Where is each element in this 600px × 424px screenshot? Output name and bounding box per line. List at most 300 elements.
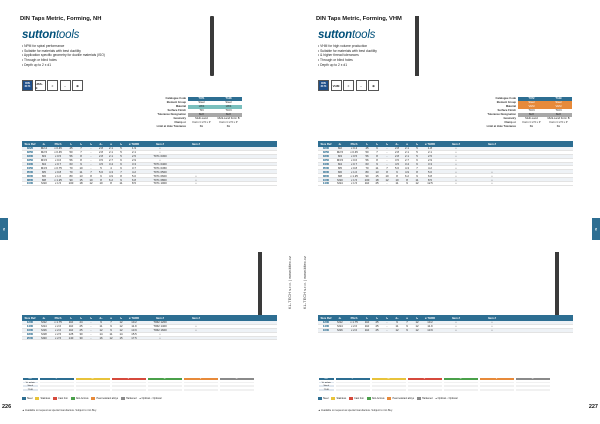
table-cell: 9 [406, 181, 408, 186]
matrix-cell [75, 388, 111, 392]
table-cell: 1200 [322, 320, 330, 325]
matrix-row-label: T148 [22, 388, 39, 392]
size-table-1 [22, 141, 277, 186]
spec-label: Surface Finish [167, 108, 186, 112]
table-cell: 12 [415, 181, 419, 186]
table-cell: • [455, 165, 457, 170]
legend-swatch [331, 397, 335, 400]
logo-bold: sutton [318, 29, 352, 41]
table-cell: 4.2 [428, 165, 432, 170]
table-cell: M18 [41, 332, 47, 337]
feature-item: • & higher thread tolerances [318, 53, 438, 58]
spec-value: Steel [518, 101, 545, 105]
table-cell: 4.3 [109, 169, 113, 174]
table-cell: 1000 [26, 181, 34, 186]
feature-item: • Depth up to 2 x d1 [22, 63, 142, 68]
table-header-cell: ø THRD [424, 142, 436, 146]
table-cell: 3.4 [405, 162, 409, 167]
table-cell: • [159, 158, 161, 163]
spec-code: T149 [545, 97, 572, 101]
table-cell: 15 [79, 177, 83, 182]
spec-value: VHM [518, 105, 545, 109]
table-header-cell: d₂ [395, 142, 399, 146]
table-cell: 50 [365, 150, 369, 155]
table-cell: 1400 [322, 324, 330, 329]
table-cell: • [455, 177, 457, 182]
table-cell: • [491, 169, 493, 174]
table-cell: • [159, 332, 161, 337]
table-header-cell: l₂ [375, 316, 379, 320]
table-cell: 70 [69, 165, 73, 170]
table-cell: 12 [99, 328, 103, 333]
table-cell: 12 [89, 181, 93, 186]
table-cell: 8.5 [428, 177, 432, 182]
table-cell: • [455, 158, 457, 163]
table-cell: x 0.45 [54, 146, 62, 151]
spec-value: Steel [225, 100, 232, 104]
legend-label: Heat resistant alloys [96, 397, 119, 401]
legend-label: Stainless [40, 397, 51, 401]
table-cell: 1200 [26, 320, 34, 325]
table-cell: 5 [100, 165, 102, 170]
legend-item [417, 397, 433, 400]
feature-item: • NPM for spiral performance [22, 44, 142, 49]
table-cell: 8 [110, 181, 112, 186]
legend-item [387, 397, 414, 400]
table-header-cell: Item # [451, 142, 461, 146]
table-cell: 17.5 [131, 336, 137, 341]
table-cell: x 1.5 [350, 181, 358, 186]
legend-item [53, 397, 68, 400]
table-cell: x 2.5 [54, 332, 62, 337]
table-cell: T071 1000 [153, 181, 167, 186]
table-cell: 13 [79, 173, 83, 178]
table-cell: 11 [109, 332, 113, 337]
table-cell: 0600 [322, 169, 330, 174]
table-cell: 2.1 [405, 154, 409, 159]
table-cell: M6 [42, 173, 46, 178]
table-header-cell: Item # [487, 142, 497, 146]
spec-value: HSS [215, 105, 242, 109]
legend-swatch [387, 397, 391, 400]
table-cell: 15 [119, 336, 123, 341]
table-cell: 11 [415, 177, 419, 182]
din-standard-icon: DIN 2174 [318, 80, 329, 91]
material-icon: VHM [331, 80, 342, 91]
table-cell: 9 [406, 328, 408, 333]
table-cell: - [90, 320, 92, 325]
table-cell: 12 [119, 328, 123, 333]
table-header-cell: d₂ [99, 316, 103, 320]
matrix-cell [335, 388, 371, 392]
matrix-row-label: T148 [318, 388, 335, 392]
table-cell: 4.9 [405, 169, 409, 174]
table-header-cell: d₁ [42, 142, 46, 146]
table-cell: 90 [365, 173, 369, 178]
table-cell: 2.8 [395, 146, 399, 151]
table-cell: 18 [79, 181, 83, 186]
table-cell: 125 [68, 332, 74, 337]
table-cell: 5 [416, 146, 418, 151]
feature-item: • Through or blind holes [318, 58, 438, 63]
table-header-cell: Pitch [54, 316, 62, 320]
table-cell: 6 [120, 158, 122, 163]
table-cell: M3.5 [336, 158, 344, 163]
section-tab[interactable]: M [0, 218, 8, 240]
legend-item [71, 397, 89, 400]
table-header-cell: Item # [191, 316, 201, 320]
table-cell: 11 [395, 181, 399, 186]
table-cell: 7 [386, 165, 388, 170]
matrix-header-cell: N [443, 377, 479, 381]
distributor-text: KL-TECH s.r.o. | www.kltec.cz [287, 256, 292, 310]
thread-form-icon: ≈ [343, 80, 354, 91]
din-standard-icon: DIN 2174 [22, 80, 33, 91]
coolant-icon: ⊕ [368, 80, 379, 91]
table-cell: x 2.0 [54, 324, 62, 329]
table-cell: M14 [337, 324, 343, 329]
spec-label: Limit at Hole Tolerance [486, 124, 516, 128]
legend-item [349, 397, 364, 400]
table-cell: T062 1600 [153, 328, 167, 333]
spec-value: Steel [545, 101, 572, 105]
table-cell: 10.2 [427, 320, 433, 325]
table-cell: 2.8 [99, 146, 103, 151]
table-cell: x 1.25 [54, 177, 62, 182]
matrix-cell [147, 388, 183, 392]
legend-label: Steel [27, 397, 33, 401]
distributor-text: KL-TECH s.r.o. | www.kltec.cz [302, 256, 307, 310]
table-cell: 110 [364, 320, 370, 325]
table-cell: - [90, 150, 92, 155]
table-header-cell: Size Ref [24, 316, 36, 320]
flute-icon: ~ [60, 80, 71, 91]
matrix-header-cell: K [407, 377, 443, 381]
table-cell: 13.9 [427, 328, 433, 333]
spec-label: Limit at Hole Tolerance [156, 124, 186, 128]
table-cell: M5 [42, 169, 46, 174]
spec-value: Form C 2.5 x P [522, 120, 541, 124]
table-cell: T062 1200 [153, 320, 167, 325]
legend-swatch [35, 397, 39, 400]
spec-label: Element Group [166, 100, 186, 104]
feature-list [318, 44, 438, 68]
matrix-header-cell: H [219, 377, 255, 381]
table-cell: x 1.75 [350, 320, 358, 325]
matrix-row [318, 388, 551, 392]
coolant-icon: ⊕ [72, 80, 83, 91]
table-cell: 110 [364, 324, 370, 329]
table-cell: • [195, 181, 197, 186]
table-cell: - [386, 154, 388, 159]
table-cell: x 2.0 [350, 328, 358, 333]
spec-value: 6HX [518, 113, 545, 117]
legend-item [22, 397, 32, 400]
page-number: 227 [588, 404, 598, 410]
table-cell: M14 [337, 181, 343, 186]
table-cell: M4.5 [40, 165, 48, 170]
legend-swatch [349, 397, 353, 400]
matrix-cell [515, 388, 551, 392]
table-cell: T071 0600 [153, 173, 167, 178]
table-cell: 9 [110, 324, 112, 329]
table-cell: • [159, 336, 161, 341]
table-cell: 3.3 [132, 162, 136, 167]
table-cell: 5 [416, 150, 418, 155]
feature-item: • Depth up to 2 x d1 [318, 63, 438, 68]
table-cell: 90 [69, 177, 73, 182]
table-cell: M2.5 [40, 150, 48, 155]
matrix-cell [479, 388, 515, 392]
table-cell: 6.8 [132, 177, 136, 182]
matrix-cell [443, 388, 479, 392]
table-cell: • [455, 328, 457, 333]
table-header-cell: Size Ref [24, 142, 36, 146]
table-cell: 56 [69, 154, 73, 159]
table-header-cell: l₁ [366, 142, 368, 146]
table-cell: 0400 [322, 162, 330, 167]
spec-block [156, 97, 242, 129]
spec-label: Surface Finish [497, 108, 516, 112]
table-cell: - [386, 150, 388, 155]
table-cell: M2.5 [336, 150, 344, 155]
matrix-row-label: Stock [318, 384, 335, 388]
table-header-cell: l₂ [79, 142, 83, 146]
table-cell: - [386, 181, 388, 186]
matrix-header-cell: M [75, 377, 111, 381]
spec-value: Form C 2.5 x P [219, 120, 238, 124]
legend-label: Cast Iron [354, 397, 364, 401]
feature-item: • Through or blind holes [22, 58, 142, 63]
spec-code: T071 [188, 97, 215, 101]
table-cell: 6 [416, 158, 418, 163]
legend-swatch [71, 397, 75, 400]
feature-item: • VHM for high volume production [318, 44, 438, 49]
table-header-cell: l₃ [89, 142, 93, 146]
legend-suffix: ● Optimal ○ Optional [435, 397, 458, 401]
table-cell: 12 [109, 336, 113, 341]
table-cell: M16 [41, 328, 47, 333]
table-cell: 0600 [26, 173, 34, 178]
table-cell: • [455, 146, 457, 151]
table-cell: 8 [406, 177, 408, 182]
table-cell: 7 [90, 169, 92, 174]
tap-image-bottom [555, 252, 559, 320]
table-cell: 9 [100, 320, 102, 325]
table-cell: 11 [119, 181, 123, 186]
legend-swatch [318, 397, 322, 400]
table-cell: 0300 [26, 154, 34, 159]
table-cell: 2.1 [428, 150, 432, 155]
table-cell: 4 [110, 165, 112, 170]
table-cell: 3.4 [109, 162, 113, 167]
table-cell: 2.1 [132, 150, 136, 155]
table-cell: 2.1 [109, 154, 113, 159]
table-header-cell: d₂ [99, 142, 103, 146]
table-cell: 9 [80, 162, 82, 167]
legend-label: Cast Iron [58, 397, 68, 401]
table-cell: 8 [396, 173, 398, 178]
section-tab[interactable]: M [592, 218, 600, 240]
table-header-cell: Pitch [350, 316, 358, 320]
table-header-cell: Item # [191, 142, 201, 146]
table-cell: 6 [120, 162, 122, 167]
table-cell: 100 [364, 177, 370, 182]
table-cell: 2000 [26, 336, 34, 341]
table-body [22, 321, 277, 340]
table-header-cell: Size Ref [320, 316, 332, 320]
logo-rest: tools [351, 29, 376, 41]
table-cell: 1400 [322, 181, 330, 186]
table-cell: 110 [364, 328, 370, 333]
table-cell: - [386, 146, 388, 151]
table-cell: 12.5 [427, 181, 433, 186]
table-cell: 45 [69, 146, 73, 151]
table-cell: M20 [41, 336, 47, 341]
table-cell: 30 [79, 332, 83, 337]
feature-item: • Application specific geometry for ductile materials (ISO) [22, 53, 142, 58]
table-cell: 0400 [26, 162, 34, 167]
brand-logo [318, 29, 375, 41]
table-cell: M14 [41, 324, 47, 329]
table-row [318, 329, 573, 333]
legend-label: Stainless [336, 397, 347, 401]
spec-label: Clamp or [504, 120, 516, 124]
page-title: DIN Taps Metric, Forming, NH [20, 16, 102, 22]
table-cell: 25 [375, 328, 379, 333]
feature-item: • Suitable for materials with best ductility [318, 49, 438, 54]
table-cell: 24 [79, 320, 83, 325]
table-header-cell: d₁ [338, 142, 342, 146]
table-cell: 0450 [26, 165, 34, 170]
table-header-cell: Pitch [350, 142, 358, 146]
matrix-header-cell: K [111, 377, 147, 381]
table-cell: 5.6 [99, 169, 103, 174]
table-cell: 2.8 [395, 154, 399, 159]
legend-item [91, 397, 118, 400]
table-cell: 0500 [322, 165, 330, 170]
table-cell: 16 [99, 336, 103, 341]
table-cell: 10 [99, 181, 103, 186]
table-header-cell: Item # [487, 316, 497, 320]
table-cell: 110 [68, 320, 74, 325]
table-cell: 110 [68, 324, 74, 329]
spec-value: VHM [545, 105, 572, 109]
legend-label: Non-ferrous [75, 397, 89, 401]
table-cell: M5 [338, 165, 342, 170]
table-cell: 8.5 [132, 181, 136, 186]
spec-value: 6H [556, 124, 561, 128]
table-cell: 2.9 [132, 158, 136, 163]
table-cell: x 0.8 [350, 165, 358, 170]
table-cell: 0250 [26, 150, 34, 155]
table-cell: 70 [69, 169, 73, 174]
table-cell: x 2.0 [350, 324, 358, 329]
table-cell: 5 [120, 154, 122, 159]
tap-image-top [210, 16, 214, 76]
table-cell: 6 [376, 146, 378, 151]
table-body [318, 147, 573, 186]
table-cell: 0220 [26, 146, 34, 151]
table-header-cell: l₁ [366, 316, 368, 320]
footnote: ▲ Available on request as special manufacture. Subject to min Buy. [318, 409, 393, 412]
table-cell: 6 [416, 162, 418, 167]
table-cell: 2.7 [109, 158, 113, 163]
page-title: DIN Taps Metric, Forming, VHM [316, 16, 402, 22]
table-cell: 8 [80, 158, 82, 163]
size-table-2 [22, 315, 277, 340]
table-cell: 2.8 [99, 150, 103, 155]
table-cell: 11 [79, 169, 83, 174]
table-cell: 7 [416, 165, 418, 170]
table-header-cell: a [110, 316, 112, 320]
table-cell: 10 [79, 165, 83, 170]
matrix-header-cell: P [39, 377, 75, 381]
table-cell: 9 [396, 320, 398, 325]
matrix-header-cell: P [335, 377, 371, 381]
table-cell: 4.5 [99, 162, 103, 167]
table-row [318, 182, 573, 186]
table-cell: 5.0 [428, 169, 432, 174]
spec-icon-row [22, 80, 83, 91]
table-cell: 8 [90, 173, 92, 178]
table-cell: M12 [337, 320, 343, 325]
table-header-cell: Size Ref [320, 142, 332, 146]
feature-list [22, 44, 142, 68]
table-cell: 3.7 [132, 165, 136, 170]
table-header-cell: Item # [155, 142, 165, 146]
table-cell: 45 [365, 146, 369, 151]
matrix-cell [407, 388, 443, 392]
table-cell: 2.1 [109, 146, 113, 151]
legend-swatch [367, 397, 371, 400]
table-cell: x 1.5 [54, 181, 62, 186]
table-cell: 13.9 [131, 328, 137, 333]
table-header-cell: l₂ [79, 316, 83, 320]
table-cell: - [90, 332, 92, 337]
legend-swatch [53, 397, 57, 400]
matrix-header-cell: ISO [22, 377, 39, 381]
table-cell: M2 [338, 146, 342, 151]
table-cell: 56 [69, 158, 73, 163]
table-cell: 0300 [322, 154, 330, 159]
table-cell: x 0.45 [54, 150, 62, 155]
table-header-cell: ø THRD [128, 316, 140, 320]
table-cell: • [159, 150, 161, 155]
table-body [318, 321, 573, 333]
legend-label: Steel [323, 397, 329, 401]
table-cell: 7 [120, 169, 122, 174]
table-header-cell: d₁ [338, 316, 342, 320]
table-cell: 2.5 [132, 154, 136, 159]
table-cell: 11 [375, 165, 379, 170]
table-header-cell: Pitch [54, 142, 62, 146]
table-cell: • [455, 154, 457, 159]
table-cell: - [90, 165, 92, 170]
table-cell: 6 [396, 169, 398, 174]
material-icon: HSS-E [35, 80, 46, 91]
table-cell: T071 0500 [153, 169, 167, 174]
table-cell: 8 [100, 177, 102, 182]
table-header-cell: l₄ [415, 316, 419, 320]
spec-value: Form C 2.5 x P [549, 120, 568, 124]
table-cell: 8 [416, 169, 418, 174]
table-cell: 12 [415, 324, 419, 329]
spec-label: Geometry [173, 116, 186, 120]
table-row [22, 182, 277, 186]
table-cell: 110 [68, 328, 74, 333]
legend-swatch [91, 397, 95, 400]
